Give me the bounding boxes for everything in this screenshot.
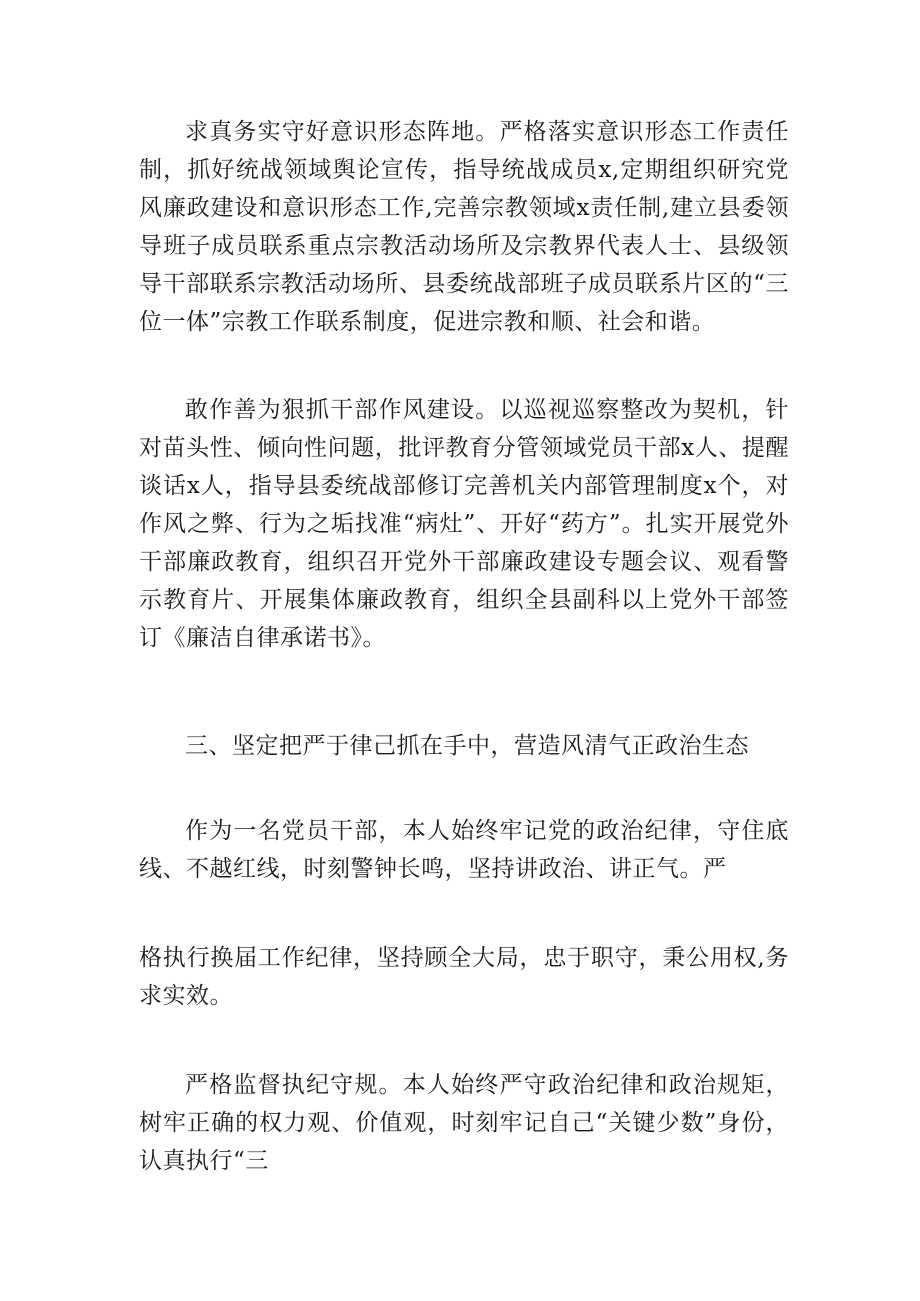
paragraph-cadre-style: 敢作善为狠抓干部作风建设。以巡视巡察整改为契机，针对苗头性、倾向性问题，批评教育分管领域党员干部x人、提醒谈话x人，指导县委统战部修订完善机关内部管理制度x个，对作风之弊、行为之垢找准“病灶”、开好“药方”。扎实开展党外干部廉政教育，组织召开党外干部廉政建设专题会议、观看警示教育片、开展集体廉政教育，组织全县副科以上党外干部签订《廉洁自律承诺书》。 — [139, 397, 789, 651]
paragraph-supervision: 严格监督执纪守规。本人始终严守政治纪律和政治规矩，树牢正确的权力观、价值观，时刻牢记自己“关键少数”身份，认真执行“三 — [139, 1072, 789, 1174]
paragraph-party-discipline: 作为一名党员干部，本人始终牢记党的政治纪律，守住底线、不越红线，时刻警钟长鸣，坚持讲政治、讲正气。严 — [139, 818, 789, 882]
paragraph-election-discipline: 格执行换届工作纪律，坚持顾全大局，忠于职守，秉公用权,务求实效。 — [139, 945, 789, 1009]
section-heading-three: 三、坚定把严于律己抓在手中，营造风清气正政治生态 — [185, 733, 749, 759]
paragraph-ideology-front: 求真务实守好意识形态阵地。严格落实意识形态工作责任制，抓好统战领域舆论宣传，指导统战成员x,定期组织研究党风廉政建设和意识形态工作,完善宗教领域x责任制,建立县委领导班子成员联系重点宗教活动场所及宗教界代表人士、县级领导干部联系宗教活动场所、县委统战部班子成员联系片区的“三位一体”宗教工作联系制度，促进宗教和顺、社会和谐。 — [139, 119, 789, 335]
